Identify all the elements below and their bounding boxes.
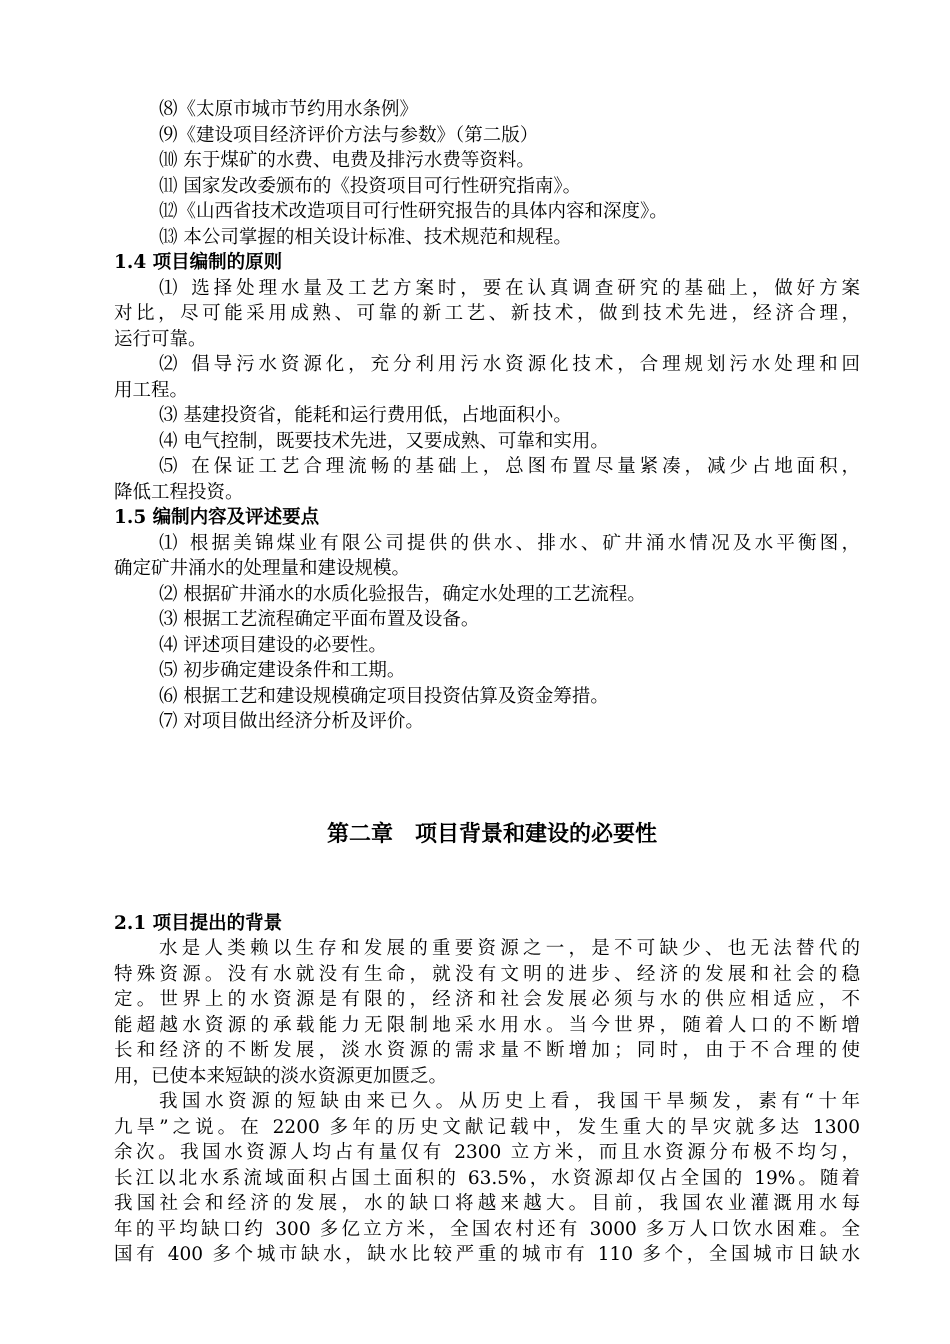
reference-item: ⑾ 国家发改委颁布的《投资项目可行性研究指南》。 xyxy=(159,175,582,197)
paragraph-line: ⑶ 根据工艺流程确定平面布置及设备。 xyxy=(159,609,480,630)
paragraph-line: 能超越水资源的承载能力无限制地采水用水。当今世界，随着人口的不断增 xyxy=(114,1014,860,1036)
reference-item: ⑿《山西省技术改造项目可行性研究报告的具体内容和深度》。 xyxy=(159,201,668,222)
paragraph-line: ⑸ 在保证工艺合理流畅的基础上，总图布置尽量紧凑，减少占地面积， xyxy=(159,456,860,477)
paragraph-line: 运行可靠。 xyxy=(114,328,207,350)
document-body xyxy=(114,97,860,1268)
paragraph-line: ⑵ 根据矿井涌水的水质化验报告，确定水处理的工艺流程。 xyxy=(159,583,646,605)
paragraph-line: ⑵ 倡导污水资源化，充分利用污水资源化技术，合理规划污水处理和回 xyxy=(159,354,860,375)
paragraph-line: 年的平均缺口约 300 多亿立方米，全国农村还有 3000 多万人口饮水困难。全 xyxy=(114,1218,860,1240)
paragraph-line: 长和经济的不断发展，淡水资源的需求量不断增加；同时，由于不合理的使 xyxy=(114,1040,860,1061)
paragraph-line: ⑴ 根据美锦煤业有限公司提供的供水、排水、矿井涌水情况及水平衡图， xyxy=(159,532,860,554)
reference-item: ⑻《太原市城市节约用水条例》 xyxy=(159,99,419,120)
paragraph-line: 确定矿井涌水的处理量和建设规模。 xyxy=(114,558,411,579)
section-2-1 xyxy=(114,911,860,1268)
section-heading: 1.4 项目编制的原则 xyxy=(114,252,283,273)
reference-item: ⑽ 东于煤矿的水费、电费及排污水费等资料。 xyxy=(159,150,535,171)
paragraph-line: ⑶ 基建投资省，能耗和运行费用低，占地面积小。 xyxy=(159,405,572,426)
paragraph-line: ⑹ 根据工艺和建设规模确定项目投资估算及资金筹措。 xyxy=(159,685,609,707)
reference-item: ⒀ 本公司掌握的相关设计标准、技术规范和规程。 xyxy=(159,226,572,248)
section-1-5 xyxy=(114,505,860,735)
section-heading: 1.5 编制内容及评述要点 xyxy=(114,507,320,528)
paragraph-line: ⑷ 评述项目建设的必要性。 xyxy=(159,634,387,656)
paragraph-line: 国有 400 多个城市缺水，缺水比较严重的城市有 110 多个，全国城市日缺水 xyxy=(114,1244,860,1265)
paragraph-line: 水是人类赖以生存和发展的重要资源之一，是不可缺少、也无法替代的 xyxy=(159,938,860,959)
paragraph-line: 我国社会和经济的发展，水的缺口将越来越大。目前，我国农业灌溉用水每 xyxy=(114,1193,860,1214)
reference-item: ⑼《建设项目经济评价方法与参数》（第二版） xyxy=(159,124,539,146)
paragraph-line: 定。世界上的水资源是有限的，经济和社会发展必须与水的供应相适应，不 xyxy=(114,989,860,1010)
section-1-4 xyxy=(114,250,860,505)
section-heading: 2.1 项目提出的背景 xyxy=(114,912,283,934)
paragraph-line: 对比，尽可能采用成熟、可靠的新工艺、新技术，做到技术先进，经济合理， xyxy=(114,303,860,324)
reference-list xyxy=(114,97,860,250)
paragraph-line: ⑺ 对项目做出经济分析及评价。 xyxy=(159,711,424,732)
paragraph-line: ⑷ 电气控制，既要技术先进，又要成熟、可靠和实用。 xyxy=(159,430,609,452)
paragraph-line: ⑸ 初步确定建设条件和工期。 xyxy=(159,660,406,681)
paragraph-line: 我国水资源的短缺由来已久。从历史上看，我国干旱频发，素有“十年 xyxy=(159,1091,860,1112)
paragraph-line: 降低工程投资。 xyxy=(114,481,244,503)
paragraph-line: 用，已使本来短缺的淡水资源更加匮乏。 xyxy=(114,1065,448,1087)
chapter-title: 第二章 项目背景和建设的必要性 xyxy=(326,820,657,847)
paragraph-line: 九旱”之说。在 2200 多年的历史文献记载中，发生重大的旱灾就多达 1300 xyxy=(114,1116,860,1138)
paragraph-line: 用工程。 xyxy=(114,379,189,401)
paragraph-line: 余次。我国水资源人均占有量仅有 2300 立方米，而且水资源分布极不均匀， xyxy=(114,1142,860,1163)
paragraph-line: ⑴ 选择处理水量及工艺方案时，要在认真调查研究的基础上，做好方案 xyxy=(159,277,860,299)
paragraph-line: 长江以北水系流域面积占国土面积的 63.5%，水资源却仅占全国的 19%。随着 xyxy=(114,1167,860,1189)
paragraph-line: 特殊资源。没有水就没有生命，就没有文明的进步、经济的发展和社会的稳 xyxy=(114,963,860,985)
